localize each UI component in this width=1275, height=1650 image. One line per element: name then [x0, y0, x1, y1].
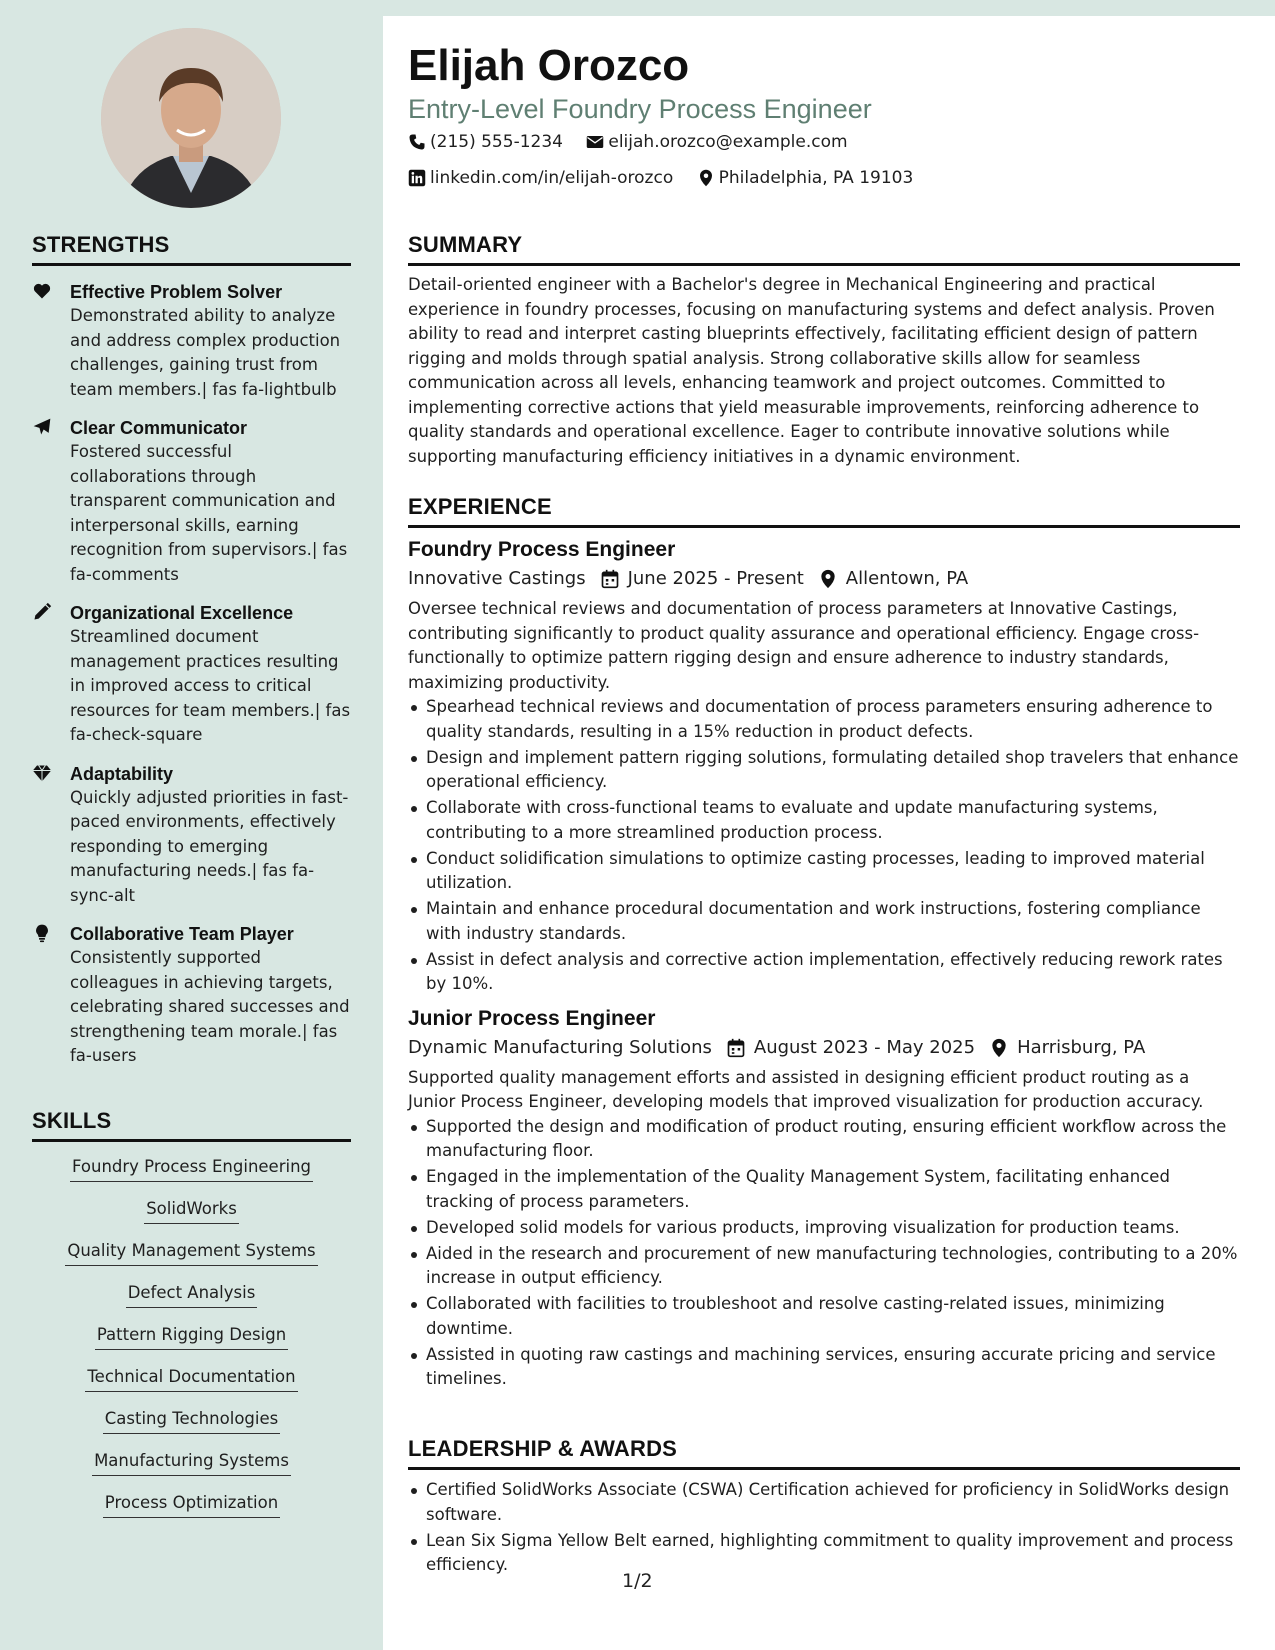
candidate-name: Elijah Orozco	[408, 41, 690, 90]
strengths-section	[32, 232, 351, 1069]
job-bullet: Developed solid models for various products, improving visualization for production teams.	[426, 1216, 1240, 1241]
award-item: Certified SolidWorks Associate (CSWA) Certification achieved for proficiency in SolidWorks design software.	[426, 1478, 1240, 1527]
map-pin-icon	[818, 569, 838, 589]
strength-title: Organizational Excellence	[70, 603, 294, 623]
phone-contact[interactable]	[408, 126, 563, 158]
resume-header	[408, 40, 1240, 198]
job-title: Junior Process Engineer	[408, 1006, 656, 1030]
job-bullet: Aided in the research and procurement of new manufacturing technologies, contributing to a 20% increase in output efficiency.	[426, 1242, 1240, 1291]
strength-title: Effective Problem Solver	[70, 282, 283, 302]
job-bullet: Collaborate with cross-functional teams to evaluate and update manufacturing systems, contributing to a more streamlined production process.	[426, 796, 1240, 845]
map-pin-icon	[989, 1038, 1009, 1058]
job-meta	[408, 564, 1240, 594]
job-bullet: Supported the design and modification of product routing, ensuring efficient workflow across the manufacturing floor.	[426, 1115, 1240, 1164]
phone-text: (215) 555-1234	[430, 132, 563, 152]
job-bullet: Collaborated with facilities to troubleshoot and resolve casting-related issues, minimizing downtime.	[426, 1292, 1240, 1341]
job-location: Harrisburg, PA	[1017, 1036, 1146, 1058]
leadership-list	[408, 1478, 1240, 1578]
heart-icon	[32, 281, 54, 303]
summary-text: Detail-oriented engineer with a Bachelor's degree in Mechanical Engineering and practical experience in foundry processes, focusing on manufacturing systems and defect analysis. Proven ability to read and interpret casting blueprints effectively, facilitating efficient design of pattern rigging and molds through spatial analysis. Strong collaborative skills allow for seamless communication across all levels, enhancing teamwork and project outcomes. Committed to implementing corrective actions that yield measurable improvements, reinforcing adherence to quality standards and operational excellence. Eager to contribute innovative solutions while supporting manufacturing efficiency initiatives in a dynamic environment.	[408, 275, 1215, 466]
strength-item	[32, 280, 351, 402]
email-contact[interactable]	[586, 126, 847, 158]
leadership-section	[408, 1436, 1240, 1579]
job-dates: August 2023 - May 2025	[753, 1036, 976, 1058]
job-bullets	[408, 1115, 1240, 1392]
pencil-icon	[32, 602, 54, 624]
skill-item: Manufacturing Systems	[92, 1450, 291, 1476]
summary-heading: SUMMARY	[408, 232, 1240, 266]
job-company: Innovative Castings	[408, 568, 586, 589]
job-bullet: Engaged in the implementation of the Quality Management System, facilitating enhanced tracking of process parameters.	[426, 1165, 1240, 1214]
job-description: Supported quality management efforts and assisted in designing efficient product routing as a Junior Process Engineer, developing models that improved visualization for production accuracy.	[408, 1067, 1204, 1111]
job-bullet: Conduct solidification simulations to optimize casting processes, leading to improved material utilization.	[426, 847, 1240, 896]
strength-desc: Streamlined document management practices resulting in improved access to critical resources for team members.| fas fa-check-square	[70, 627, 351, 744]
page-number: 1/2	[622, 1570, 653, 1592]
skill-item: Pattern Rigging Design	[95, 1324, 288, 1350]
job-bullet: Spearhead technical reviews and documentation of process parameters ensuring adherence to quality standards, resulting in a 15% reduction in product defects.	[426, 695, 1240, 744]
strength-item	[32, 416, 351, 587]
summary-section	[408, 232, 1240, 469]
strength-item	[32, 601, 351, 748]
strength-item	[32, 762, 351, 909]
skills-heading: SKILLS	[32, 1108, 351, 1142]
strength-desc: Fostered successful collaborations through transparent communication and interpersonal skills, earning recognition from supervisors.| fas fa-comments	[70, 442, 348, 584]
job-entry	[408, 536, 1240, 997]
candidate-role: Entry-Level Foundry Process Engineer	[408, 94, 872, 124]
strength-desc: Quickly adjusted priorities in fast-paced environments, effectively responding to emerging manufacturing needs.| fas fa-sync-alt	[70, 787, 349, 905]
job-entry	[408, 1005, 1240, 1392]
skill-item: Process Optimization	[103, 1492, 280, 1518]
job-bullet: Maintain and enhance procedural documentation and work instructions, fostering compliance with industry standards.	[426, 897, 1240, 946]
calendar-icon	[726, 1038, 746, 1058]
award-item: Lean Six Sigma Yellow Belt earned, highlighting commitment to quality improvement and process efficiency.	[426, 1529, 1240, 1578]
strength-title: Collaborative Team Player	[70, 924, 294, 944]
paper-plane-icon	[32, 417, 54, 439]
job-bullet: Assist in defect analysis and corrective action implementation, effectively reducing rework rates by 10%.	[426, 948, 1240, 997]
job-bullet: Assisted in quoting raw castings and machining services, ensuring accurate pricing and service timelines.	[426, 1343, 1240, 1392]
phone-icon	[408, 133, 426, 151]
job-company: Dynamic Manufacturing Solutions	[408, 1036, 712, 1058]
job-description: Oversee technical reviews and documentation of process parameters at Innovative Castings, contributing significantly to product quality assurance and operational efficiency. Engage cross-functionally to optimize pattern rigging design and ensure adherence to industry standards, maximizing productivity.	[408, 599, 1200, 692]
experience-section	[408, 494, 1240, 1393]
skill-item: Foundry Process Engineering	[70, 1156, 313, 1182]
linkedin-contact[interactable]	[408, 162, 673, 194]
strengths-heading: STRENGTHS	[32, 232, 351, 266]
contact-line-2	[408, 162, 1240, 198]
job-bullet: Design and implement pattern rigging solutions, formulating detailed shop travelers that enhance operational efficiency.	[426, 746, 1240, 795]
email-text: elijah.orozco@example.com	[608, 132, 848, 152]
strength-title: Adaptability	[70, 763, 174, 784]
skill-item: Technical Documentation	[85, 1366, 297, 1392]
strength-desc: Demonstrated ability to analyze and address complex production challenges, gaining trust from team members.| fas fa-lightbulb	[70, 306, 341, 399]
skill-item: Quality Management Systems	[65, 1240, 317, 1266]
skills-list	[32, 1156, 351, 1534]
lightbulb-icon	[32, 923, 54, 945]
job-location: Allentown, PA	[845, 568, 969, 589]
job-dates: June 2025 - Present	[627, 568, 804, 589]
profile-photo	[101, 28, 281, 208]
linkedin-icon	[408, 169, 426, 187]
job-meta	[408, 1033, 1240, 1063]
contact-line-1	[408, 126, 1240, 162]
skill-item: SolidWorks	[144, 1198, 239, 1224]
job-bullets	[408, 695, 1240, 997]
location-text: Philadelphia, PA 19103	[718, 168, 914, 188]
skills-section	[32, 1108, 351, 1534]
linkedin-text: linkedin.com/in/elijah-orozco	[430, 168, 674, 188]
location-contact	[697, 162, 914, 194]
strength-item	[32, 922, 351, 1069]
calendar-icon	[600, 569, 620, 589]
strength-title: Clear Communicator	[70, 418, 248, 438]
leadership-heading: LEADERSHIP & AWARDS	[408, 1436, 1240, 1470]
strength-desc: Consistently supported colleagues in achieving targets, celebrating shared successes and strengthening team morale.| fas fa-users	[70, 948, 350, 1065]
experience-heading: EXPERIENCE	[408, 494, 1240, 528]
gem-icon	[32, 763, 54, 785]
map-pin-icon	[697, 169, 715, 187]
skill-item: Defect Analysis	[126, 1282, 258, 1308]
skill-item: Casting Technologies	[103, 1408, 280, 1434]
envelope-icon	[586, 133, 604, 151]
top-strip	[383, 0, 1275, 16]
job-title: Foundry Process Engineer	[408, 538, 676, 561]
